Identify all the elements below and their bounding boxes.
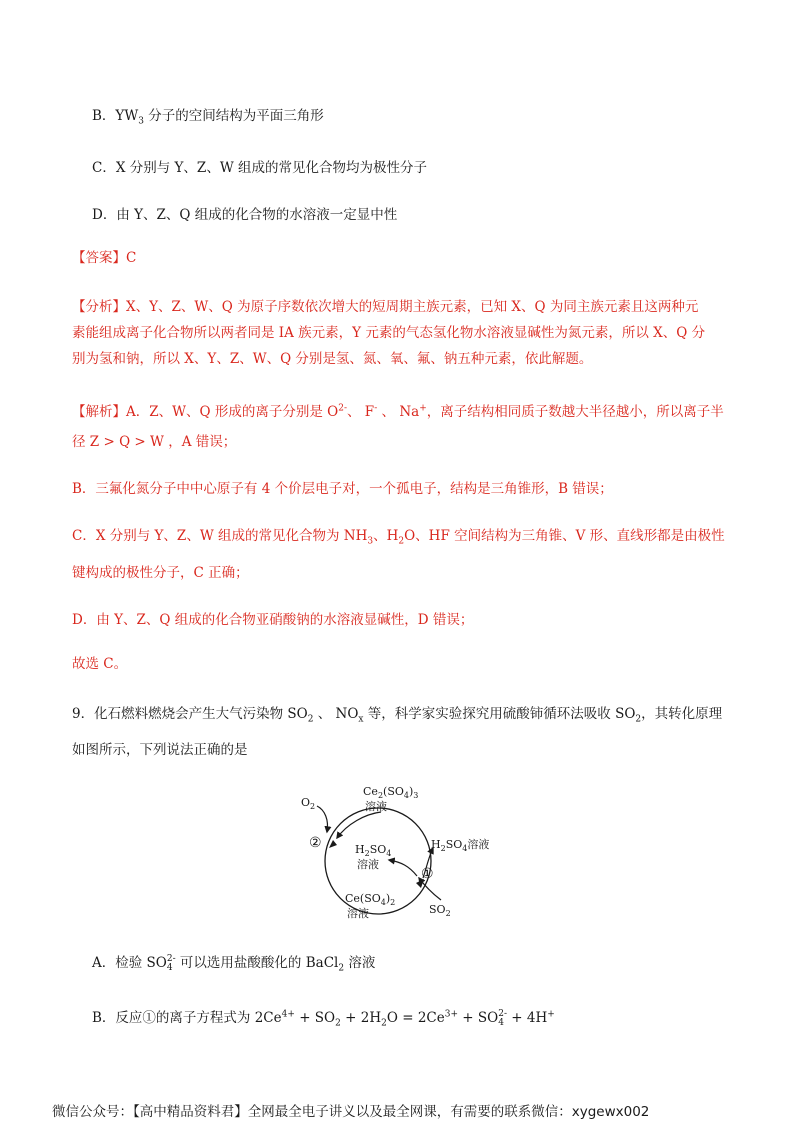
q8-option-b: B．$YW_3$ 分子的空间结构为平面三角形 (92, 108, 324, 127)
q8-explanation-c: C．X 分别与 Y、Z、W 组成的常见化合物为 $NH_3$、$H_2O$、HF 空间结构为三角锥、V 形、直线形都是由极性 (72, 528, 725, 547)
inner-arrow-top (337, 812, 381, 838)
q9-stem-cont: 如图所示，下列说法正确的是 (72, 742, 248, 758)
q8-answer: 【答案】C (72, 250, 137, 266)
inner-h2so4-label: $H_2SO_4$ (355, 843, 392, 858)
cycle-arrow-left (329, 840, 337, 848)
reaction-1-mark: ① (421, 866, 434, 882)
q8-explanation-b: B．三氟化氮分子中中心原子有 4 个价层电子对，一个孤电子，结构是三角锥形，B 错误； (72, 481, 613, 497)
q8-explanation-d: D．由 Y、Z、Q 组成的化合物亚硝酸钠的水溶液显碱性，D 错误； (72, 612, 474, 628)
o2-arrow (317, 806, 328, 832)
so2-label: $SO_2$ (429, 903, 451, 918)
reaction-2-mark: ② (309, 835, 322, 851)
outer-h2so4-label: $H_2SO_4$溶液 (431, 838, 490, 853)
q8-explanation-a-cont: 径 Z > Q > W ，A 错误； (72, 434, 237, 450)
cerium-sulfate-cycle-diagram (285, 778, 515, 928)
ce2-so4-3-label: $Ce_2(SO_4)_3$ (363, 785, 419, 800)
q9-option-b: B．反应①的离子方程式为 $2Ce^{4+} + SO_2 + 2H_2O = 2Ce^{3+}$ + SO 2- 4 + 4H+ (92, 1008, 555, 1029)
q8-analysis: 【分析】X、Y、Z、W、Q 为原子序数依次增大的短周期主族元素，已知 X、Q 为同主族元素且这两种元 素能组成离子化合物所以两者同是 IA 族元素，Y 元素的气态氢化物水溶液显碱性为氮元素，所以 X、Q 分 别为氢和钠，所以 X、Y、Z、W、Q 分别是氢、氮、氧、氟、钠五种元素，依此解题。 (72, 299, 706, 367)
q9-stem: 9．化石燃料燃烧会产生大气污染物 $SO_2$ 、 $NO_x$ 等，科学家实验探究用硫酸铈循环法吸收 $SO_2$，其转化原理 (72, 706, 723, 725)
q8-explanation-a: 【解析】A．Z、W、Q 形成的离子分别是 $O^{2-}$、 F- 、 Na+，离子结构相同质子数越大半径越小，所以离子半 (72, 403, 724, 420)
ce-so4-2-solution: 溶液 (347, 907, 369, 920)
q9-option-a: A．检验 SO 2- 4 可以选用盐酸酸化的 BaCl$_2$ 溶液 (92, 953, 376, 974)
inner-h2so4-solution: 溶液 (357, 858, 379, 871)
q8-option-d: D．由 Y、Z、Q 组成的化合物的水溶液一定显中性 (92, 207, 398, 223)
q8-explanation-c-cont: 键构成的极性分子，C 正确； (72, 565, 249, 581)
o2-label: $O_2$ (301, 796, 316, 811)
q8-option-c: C．X 分别与 Y、Z、W 组成的常见化合物均为极性分子 (92, 160, 427, 176)
q8-conclusion: 故选 C。 (72, 656, 128, 672)
ce2-so4-3-solution: 溶液 (365, 800, 387, 813)
ce-so4-2-label: $Ce(SO_4)_2$ (345, 892, 396, 907)
footer-wechat-notice: 微信公众号：【高中精品资料君】全网最全电子讲义以及最全网课，有需要的联系微信：xygewx002 (52, 1104, 650, 1120)
inner-arrow-bottom (389, 860, 417, 876)
